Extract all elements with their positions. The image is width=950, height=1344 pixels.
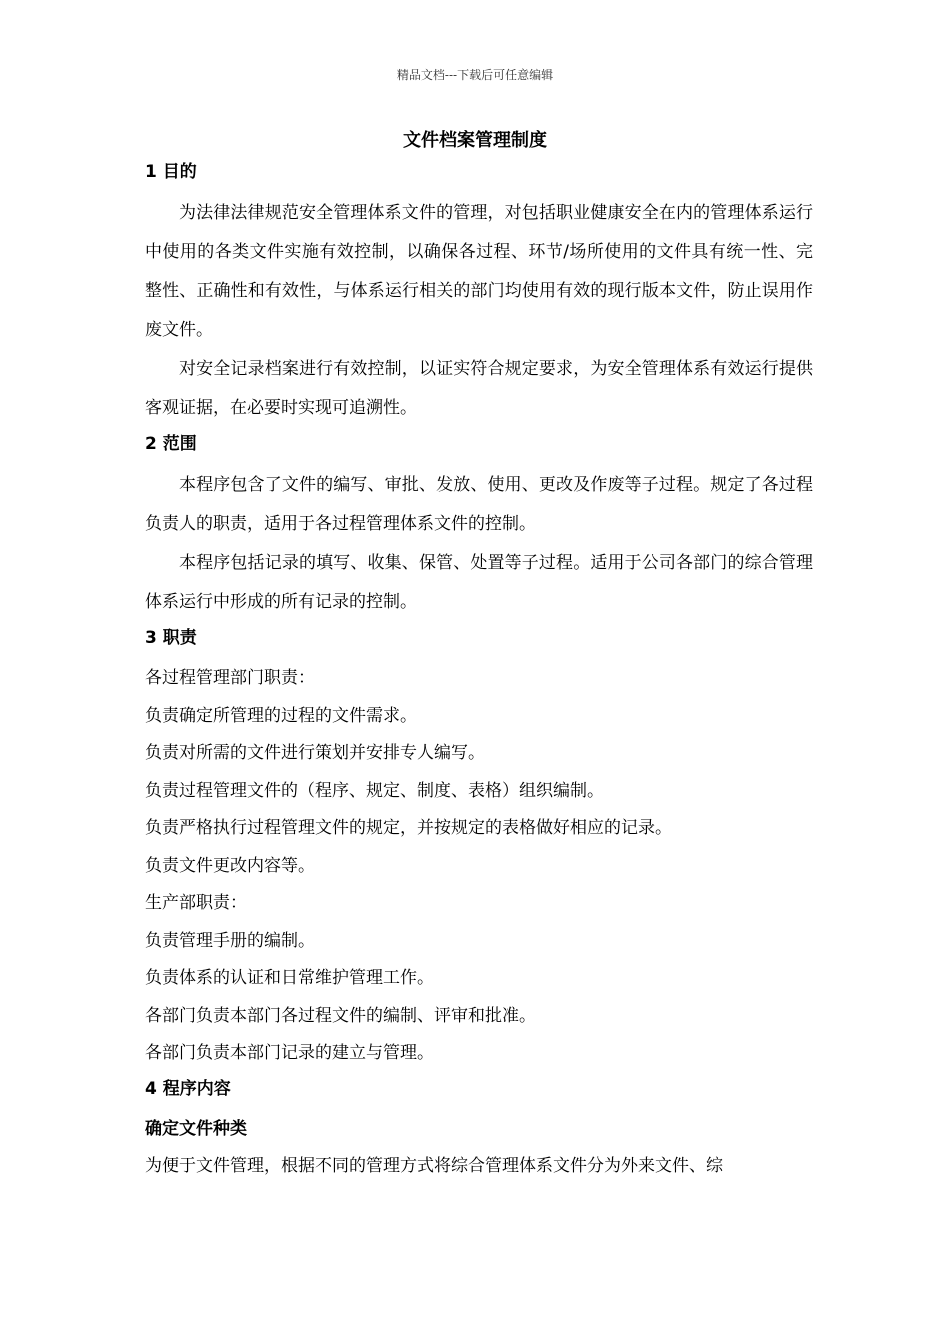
- paragraph: 本程序包括记录的填写、收集、保管、处置等子过程。适用于公司各部门的综合管理体系运行中形成的所有记录的控制。: [145, 553, 813, 612]
- section-heading-purpose: 1 目的: [145, 162, 197, 182]
- duty-line: 负责体系的认证和日常维护管理工作。: [145, 968, 434, 988]
- duty-line: 各部门负责本部门记录的建立与管理。: [145, 1043, 434, 1063]
- section-heading-scope: 2 范围: [145, 434, 197, 454]
- duty-line: 负责对所需的文件进行策划并安排专人编写。: [145, 743, 485, 763]
- paragraph: 为法律法律规范安全管理体系文件的管理，对包括职业健康安全在内的管理体系运行中使用的各类文件实施有效控制，以确保各过程、环节/场所使用的文件具有统一性、完整性、正确性和有效性，与体系运行相关的部门均使用有效的现行版本文件，防止误用作废文件。: [145, 203, 813, 340]
- subheading-document-types: 确定文件种类: [145, 1118, 247, 1139]
- duty-line: 负责文件更改内容等。: [145, 855, 315, 876]
- duty-line: 各过程管理部门职责：: [145, 668, 315, 688]
- duty-line: 各部门负责本部门各过程文件的编制、评审和批准。: [145, 1005, 536, 1026]
- duty-line: 生产部职责：: [145, 893, 247, 913]
- paragraph: 本程序包含了文件的编写、审批、发放、使用、更改及作废等子过程。规定了各过程负责人的职责，适用于各过程管理体系文件的控制。: [145, 475, 813, 534]
- procedure-text: 为便于文件管理，根据不同的管理方式将综合管理体系文件分为外来文件、综: [145, 1156, 723, 1176]
- section-heading-duties: 3 职责: [145, 628, 197, 648]
- section-heading-procedure: 4 程序内容: [145, 1078, 231, 1099]
- duty-line: 负责过程管理文件的（程序、规定、制度、表格）组织编制。: [145, 780, 604, 801]
- paragraph: 对安全记录档案进行有效控制，以证实符合规定要求，为安全管理体系有效运行提供客观证据，在必要时实现可追溯性。: [145, 359, 813, 418]
- duty-line: 负责严格执行过程管理文件的规定，并按规定的表格做好相应的记录。: [145, 818, 672, 838]
- duty-line: 负责管理手册的编制。: [145, 930, 315, 951]
- document-body: [145, 156, 813, 1186]
- document-title: 文件档案管理制度: [403, 130, 547, 151]
- duty-line: 负责确定所管理的过程的文件需求。: [145, 705, 417, 726]
- header-note: 精品文档---下载后可任意编辑: [396, 68, 554, 82]
